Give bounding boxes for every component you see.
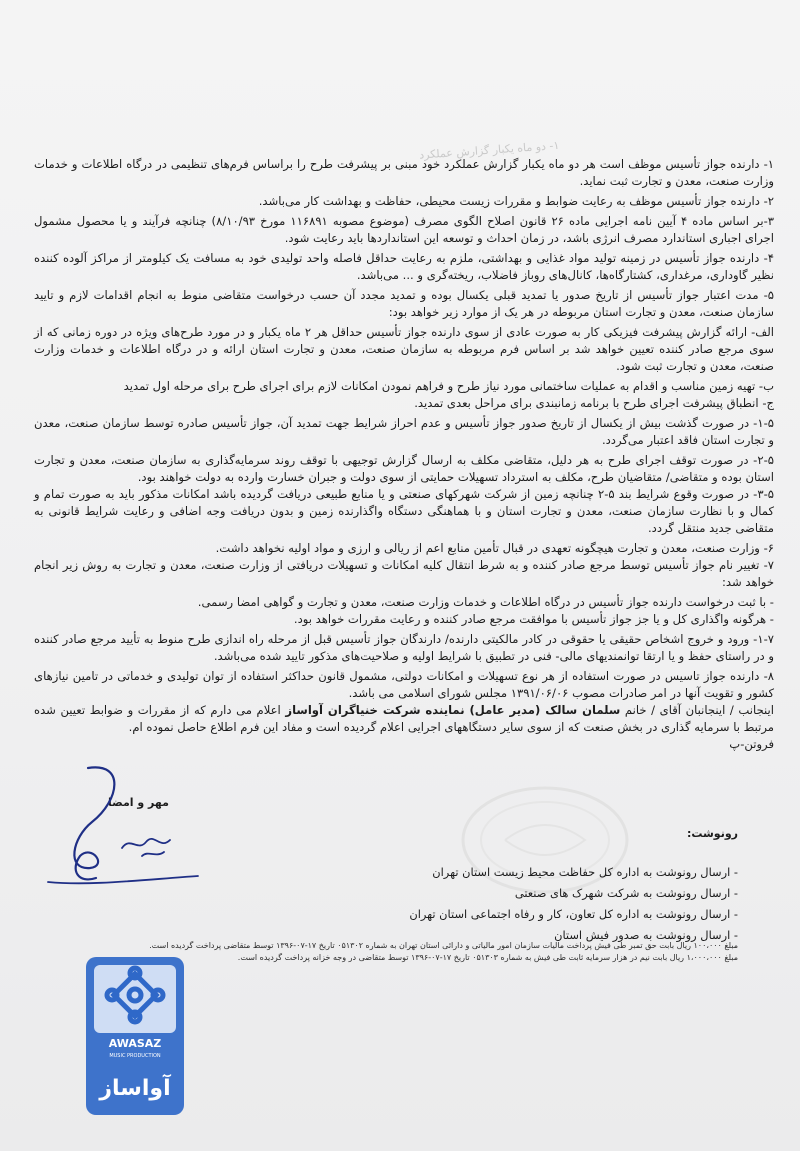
clause-1: ۱- دارنده جواز تأسیس موظف است هر دو ماه یکبار گزارش عملکرد خود مبنی بر پیشرفت طرح را براساس فرم‌های تنظیمی در درگاه اطلاعات و خدمات وزارت صنعت، معدن و تجارت ثبت نماید. <box>34 157 774 188</box>
clause-5: ۵- مدت اعتبار جواز تأسیس از تاریخ صدور یا تمدید قبلی یکسال بوده و تمدید مجدد آن حسب درخواست متقاضی منوط به انجام اقدامات لازم و تایید سازمان صنعت، معدن و تجارت استان مربوطه در هر یک از موارد زیر خواهد بود: <box>34 288 774 319</box>
clause-5-2: ۲-۵- در صورت توقف اجرای طرح به هر دلیل، متقاضی مکلف به ارسال گزارش توجیهی با توقف روند سرمایه‌گذاری به سازمان صنعت، معدن و تجارت استان بوده و متقاضی/ متقاضیان طرح، مکلف به استرداد تسهیلات حمایتی از سوی دولت و جبران خسارت وارده به دولت خواهند بود. <box>34 453 774 484</box>
fee-notes <box>118 940 738 964</box>
declaration-footer: فروتن-پ <box>729 737 774 751</box>
logo-sub-latin: MUSIC PRODUCTION <box>109 1053 161 1059</box>
terms-body <box>34 156 774 753</box>
clause-3: ۳-بر اساس ماده ۴ آیین نامه اجرایی ماده ۲۶ قانون اصلاح الگوی مصرف (موضوع مصوبه ۱۱۶۸۹۱ مورخ ۸/۱۰/۹۳) چنانچه فرآیند و یا محصول مشمول اجرای اجباری استاندارد مصرف انرژی باشد، در زمان احداث و توسعه این استانداردها باید رعایت شود. <box>34 214 774 245</box>
logo-brand-fa: آواساز <box>99 1076 171 1101</box>
clause-4: ۴- دارنده جواز تأسیس در زمینه تولید مواد غذایی و بهداشتی، ملزم به رعایت حداقل فاصله واحد تولیدی خود به مسافت یک کیلومتر از مراکز آلوده کننده نظیر گاوداری، مرغداری، کشتارگاه‌ها، کانال‌های روباز فاضلاب، ریخته‌گری و ... می‌باشد. <box>34 251 774 282</box>
declaration <box>34 702 774 736</box>
clause-2: ۲- دارنده جواز تأسیس موظف به رعایت ضوابط و مقررات زیست محیطی، حفاظت و بهداشت کار می‌باشد. <box>258 194 774 208</box>
handwritten-signature <box>30 760 200 900</box>
company-stamp-logo <box>84 955 186 1117</box>
clause-5-a: الف- ارائه گزارش پیشرفت فیزیکی کار به صورت عادی از سوی دارنده جواز تأسیس حداقل هر ۲ ماه یکبار و در مورد طرح‌های ویژه در دوره زمانی که از سوی مرجع صادر کننده تعیین خواهد شد بر اساس فرم مربوطه به سازمان صنعت، معدن و تجارت استان ارائه و در درگاه اطلاعات و خدمات وزارت صنعت، معدن و تجارت ثبت شود. <box>34 325 775 373</box>
clause-5-1: ۱-۵- در صورت گذشت بیش از یکسال از تاریخ صدور جواز تأسیس و عدم احراز شرایط جهت تمدید آن، جواز تأسیس صادره توسط سازمان صنعت، معدن و تجارت استان فاقد اعتبار می‌گردد. <box>34 416 774 447</box>
clause-8: ۸- دارنده جواز تاسیس در صورت استفاده از هر نوع تسهیلات و امکانات دولتی، مشمول قانون حداکثر استفاده از توان تولیدی و خدماتی در تامین نیازهای کشور و تقویت آنها در امر صادرات مصوب ۱۳۹۱/۰۶/۰۶ مجلس شورای اسلامی می باشد. <box>34 669 774 700</box>
clause-7-item-2: - هرگونه واگذاری کل و یا جز جواز تأسیس با موافقت مرجع صادر کننده و رعایت مقررات خواهد بود. <box>293 612 774 626</box>
copy-item: - ارسال رونوشت به اداره کل تعاون، کار و رفاه اجتماعی استان تهران <box>409 907 738 921</box>
fee-note-stamp-duty: مبلغ ۱۰۰،۰۰۰ ریال بابت حق تمبر طی فیش پرداخت مالیات سازمان امور مالیاتی و دارائی استان تهران به شماره ۰۵۱۳۰۲ تاریخ ۱۷-۰۷-۱۳۹۶ توسط متقاضی پرداخت گردیده است. <box>149 941 738 950</box>
clause-7: ۷- تغییر نام جواز تأسیس توسط مرجع صادر کننده و به شرط انتقال کلیه امکانات و تسهیلات دریافتی از وزارت صنعت، معدن و تجارت به روش زیر انجام خواهد شد: <box>34 558 774 589</box>
copy-item: - ارسال رونوشت به صدور فیش استان <box>554 928 738 942</box>
show-through-text: ۱- دو ماه یکبار گزارش عملکرد <box>418 138 560 162</box>
copy-item: - ارسال رونوشت به شرکت شهرک های صنعتی <box>514 886 738 900</box>
clause-7-1: ۱-۷- ورود و خروج اشخاص حقیقی یا حقوقی در کادر مالکیتی دارنده/ دارندگان جواز تأسیس قبل از مرحله راه اندازی طرح منوط به تأیید مرجع صادر کننده و در راستای حفظ و یا ارتقا توانمندیهای مالی- فنی در تطبیق با شرایط اولیه و صلاحیت‌های مذکور تایید شده می‌باشد. <box>34 632 774 663</box>
copies-list <box>258 862 738 946</box>
clause-5-3: ۳-۵- در صورت وقوع شرایط بند ۵-۲ چنانچه زمین از شرکت شهرکهای صنعتی و یا منابع طبیعی دریافت گردیده باشد امکانات مذکور باید به صورت تمام و کمال و با نظارت سازمان صنعت، معدن و تجارت استان و با هماهنگی دستگاه واگذارنده زمین و بدون دریافت وجه اضافی و رعایت شرایط قانونی به متقاضی جدید منتقل گردد. <box>34 487 774 535</box>
logo-brand-latin: AWASAZ <box>108 1037 162 1050</box>
clause-6: ۶- وزارت صنعت، معدن و تجارت هیچگونه تعهدی در قبال تأمین منابع اعم از ریالی و ارزی و مواد اولیه نخواهد داشت. <box>215 541 774 555</box>
copy-item: - ارسال رونوشت به اداره کل حفاظت محیط زیست استان تهران <box>432 865 738 879</box>
fee-note-capital: مبلغ ۱،۰۰۰،۰۰۰ ریال بابت نیم در هزار سرمایه ثابت طی فیش به شماره ۰۵۱۳۰۳ تاریخ ۱۷-۰۷-۱۳۹۶ توسط متقاضی در وجه خزانه پرداخت گردیده است. <box>237 953 738 962</box>
declaration-suffix: اعلام می دارم که از مقررات و ضوابط تعیین شده مرتبط با سرمایه گذاری در بخش صنعت که از سوی سایر دستگاههای اجرایی اعلام گردیده است و مفاد این فرم اطلاع حاصل نموده ام. <box>34 703 774 734</box>
clause-7-item-1: - با ثبت درخواست دارنده جواز تأسیس در درگاه اطلاعات و خدمات وزارت صنعت، معدن و تجارت و گواهی امضا رسمی. <box>197 595 774 609</box>
declaration-prefix: اینجانب / اینجانبان آقای / خانم <box>620 703 774 717</box>
clause-5-c: ج- انطباق پیشرفت اجرای طرح با برنامه زمانبندی برای مراحل بعدی تمدید. <box>414 396 774 410</box>
copies-title: رونوشت: <box>686 827 738 840</box>
clause-5-b: ب- تهیه زمین مناسب و اقدام به عملیات ساختمانی مورد نیاز طرح و فراهم نمودن امکانات لازم برای اجرای طرح برای مرحله اول تمدید <box>123 379 774 393</box>
stamp-signature-label: مهر و امضا <box>108 796 169 809</box>
declarant-name: سلمان سالک (مدیر عامل) نماینده شرکت خنیاگران آواساز <box>285 703 621 717</box>
